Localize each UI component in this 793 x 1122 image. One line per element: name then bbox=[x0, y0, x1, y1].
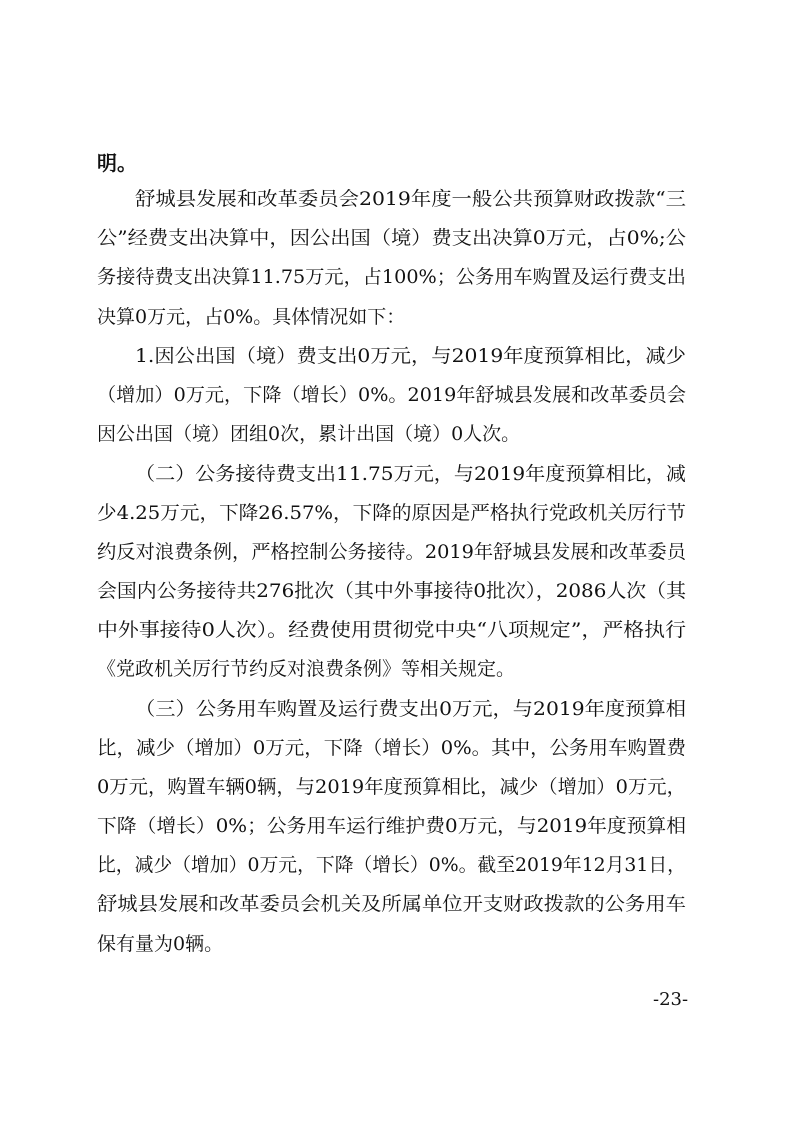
text-line: 会国内公务接待共276批次（其中外事接待0批次），2086人次（其 bbox=[97, 580, 686, 602]
text-line: 约反对浪费条例，严格控制公务接待。2019年舒城县发展和改革委员 bbox=[97, 541, 687, 563]
text-line: 比，减少（增加）0万元，下降（增长）0%。截至2019年12月31日， bbox=[97, 854, 687, 876]
text-line: 0万元，购置车辆0辆，与2019年度预算相比，减少（增加）0万元， bbox=[97, 776, 686, 798]
text-line: （三）公务用车购置及运行费支出0万元，与2019年度预算相 bbox=[135, 698, 687, 720]
text-line: （二）公务接待费支出11.75万元，与2019年度预算相比，减 bbox=[135, 463, 687, 485]
text-line: 因公出国（境）团组0次，累计出国（境）0人次。 bbox=[97, 423, 521, 445]
text-line: 务接待费支出决算11.75万元，占100%；公务用车购置及运行费支出 bbox=[97, 266, 686, 288]
text-line: 下降（增长）0%；公务用车运行维护费0万元，与2019年度预算相 bbox=[97, 815, 687, 837]
text-line: 《党政机关厉行节约反对浪费条例》等相关规定。 bbox=[97, 658, 516, 680]
text-line: 保有量为0辆。 bbox=[97, 933, 224, 955]
text-line: 明。 bbox=[97, 151, 137, 175]
text-line: 少4.25万元，下降26.57%，下降的原因是严格执行党政机关厉行节 bbox=[97, 502, 686, 524]
text-line: 公”经费支出决算中，因公出国（境）费支出决算0万元，占0%;公 bbox=[97, 227, 686, 249]
page-number: -23- bbox=[653, 989, 689, 1010]
text-line: 决算0万元，占0%。具体情况如下： bbox=[97, 306, 406, 328]
text-line: 舒城县发展和改革委员会2019年度一般公共预算财政拨款“三 bbox=[135, 188, 686, 210]
text-line: 比，减少（增加）0万元，下降（增长）0%。其中，公务用车购置费 bbox=[97, 737, 686, 759]
text-line: 中外事接待0人次）。经费使用贯彻党中央“八项规定”，严格执行 bbox=[97, 619, 687, 641]
text-line: 1.因公出国（境）费支出0万元，与2019年度预算相比，减少 bbox=[135, 345, 686, 367]
text-line: 舒城县发展和改革委员会机关及所属单位开支财政拨款的公务用车 bbox=[97, 893, 686, 915]
text-line: （增加）0万元，下降（增长）0%。2019年舒城县发展和改革委员会 bbox=[97, 384, 686, 406]
